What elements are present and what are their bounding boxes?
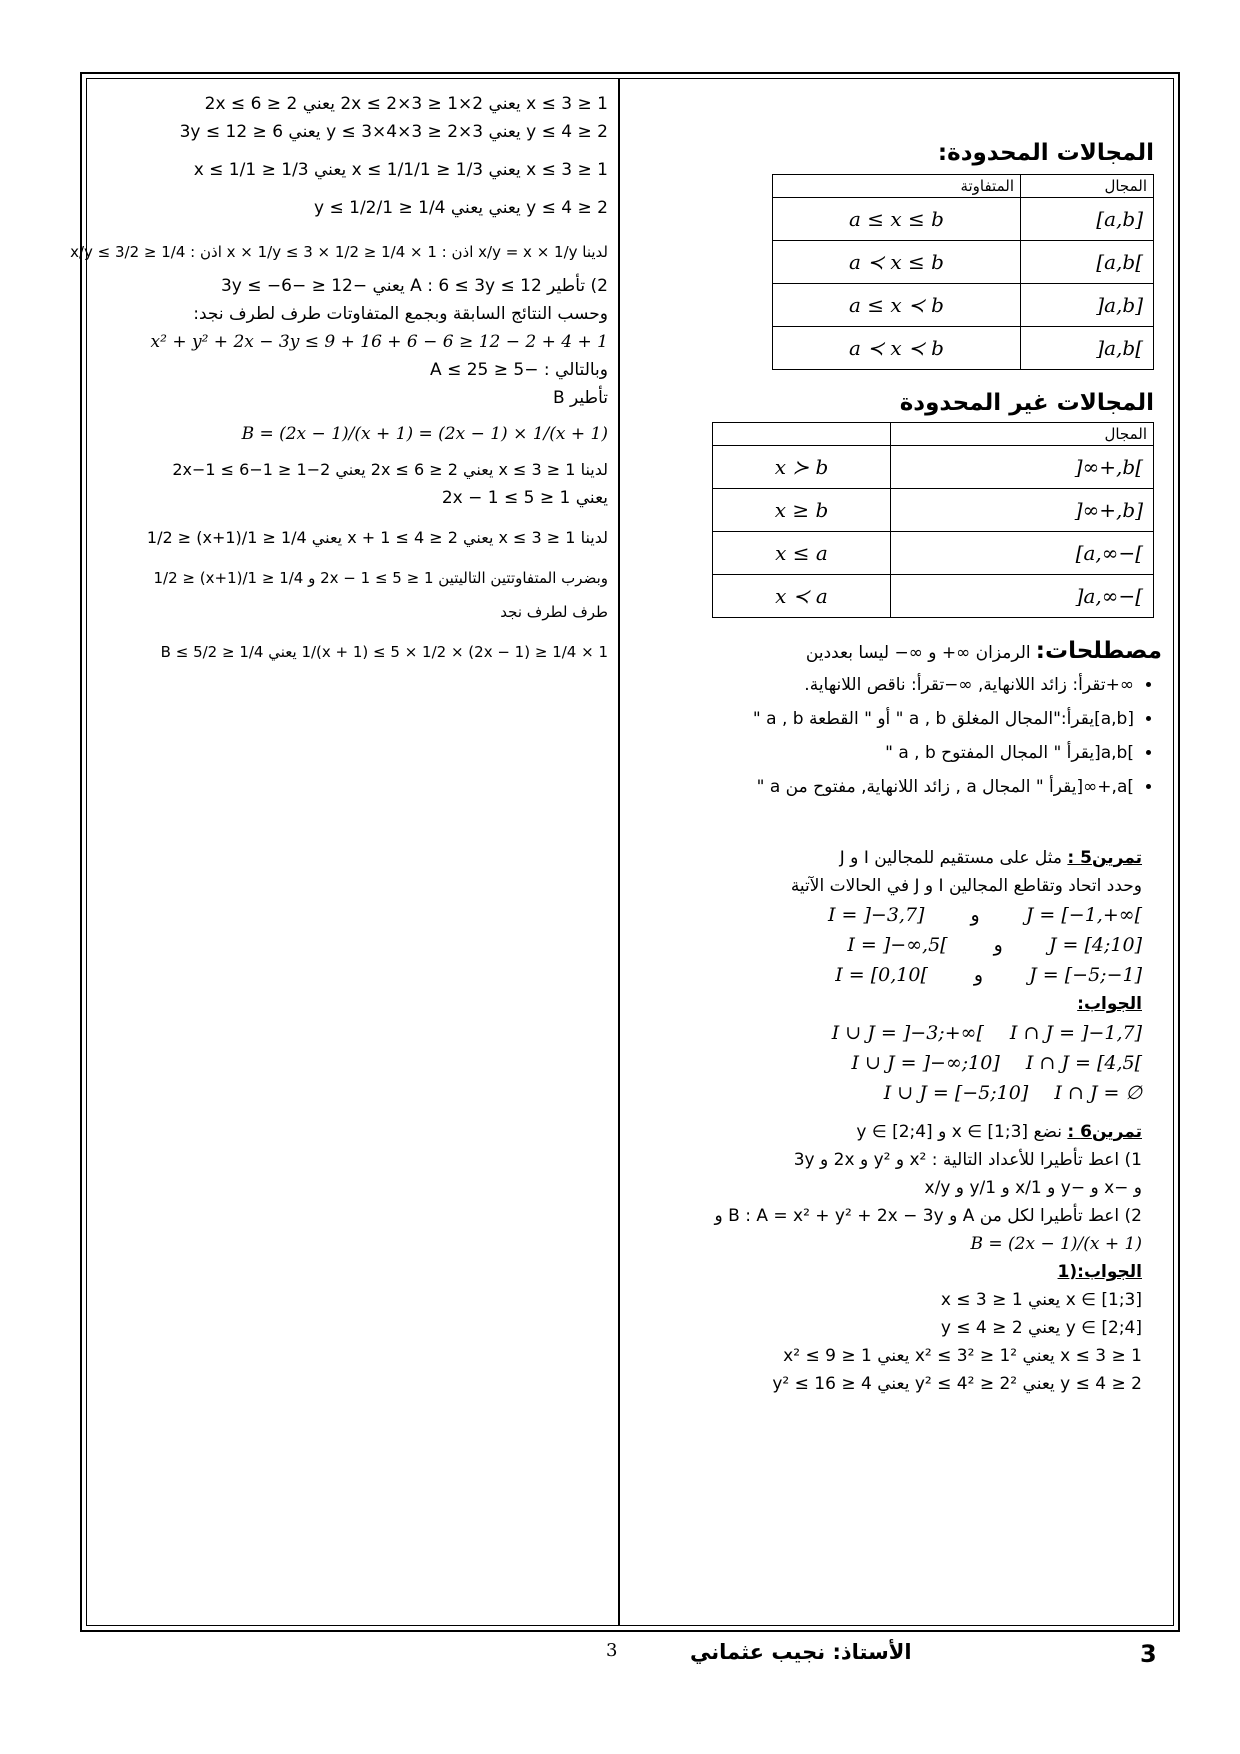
page-number: 3 <box>1140 1640 1157 1668</box>
unbounded-header-row <box>713 423 1154 446</box>
interval-cell: ]b,+∞[ <box>891 446 1154 489</box>
left-line-7: وحسب النتائج السابقة وبجمع المتفاوتات طرف لطرف نجد: <box>193 304 608 324</box>
left-line-8: 1 + 4 + 2 − 12 ≤ x² + y² + 2x − 3y ≤ 9 + 16 + 6 − 6 <box>150 332 608 352</box>
table-row <box>713 575 1154 618</box>
case-J: J = [4;10] <box>1048 934 1142 956</box>
table-row <box>773 198 1154 241</box>
table-row <box>773 327 1154 370</box>
ex5-answer-2 <box>640 1048 1142 1078</box>
ex5-case-1 <box>640 900 1142 930</box>
unbounded-header-interval: المجال <box>891 423 1154 446</box>
left-line-11: B = (2x − 1)/(x + 1) = (2x − 1) × 1/(x + 1) <box>241 424 608 444</box>
left-line-16: طرف لطرف نجد <box>500 603 608 621</box>
case-I: I = ]−∞,5[ <box>847 934 948 956</box>
answer-union: I ∪ J = ]−3;+∞[ <box>831 1022 984 1044</box>
bounded-header-row <box>773 175 1154 198</box>
ex5-label: تمرين5 : <box>1067 848 1142 868</box>
ex6-answer-2: y ∈ [2;4] يعني 2 ≤ y ≤ 4 <box>940 1318 1142 1338</box>
ex5-case-2 <box>640 930 1142 960</box>
left-line-4: 2 ≤ y ≤ 4 يعني يعني 1/4 ≤ 1/y ≤ 1/2 <box>314 198 608 218</box>
left-line-9: وبالتالي : −5 ≤ A ≤ 25 <box>430 360 608 380</box>
ex6-answer-4: 2 ≤ y ≤ 4 يعني 2² ≤ y² ≤ 4² يعني 4 ≤ y² ≤ 16 <box>772 1374 1142 1394</box>
table-row <box>773 241 1154 284</box>
ex5-answer-1 <box>640 1018 1142 1048</box>
interval-cell: ]a,b] <box>1021 241 1154 284</box>
left-line-14: لدينا 1 ≤ x ≤ 3 يعني 2 ≤ x + 1 ≤ 4 يعني 1/4 ≤ 1/(x+1) ≤ 1/2 <box>146 528 608 547</box>
table-row <box>713 446 1154 489</box>
ex5-answer-label: الجواب: <box>1077 994 1142 1014</box>
answer-union: I ∪ J = ]−∞;10] <box>851 1052 1000 1074</box>
terms-intro: الرمزان ∞+ و ∞− ليسا بعددين <box>805 643 1031 663</box>
interval-cell: ]−∞,a[ <box>891 575 1154 618</box>
interval-cell: ]−∞,a] <box>891 532 1154 575</box>
ex5-case-3 <box>640 960 1142 990</box>
case-I: I = ]−3,7] <box>828 904 925 926</box>
ex5-statement: مثل على مستقيم للمجالين I و J <box>839 848 1062 868</box>
bounded-header-ineq: المتفاوتة <box>773 175 1021 198</box>
ex6-q1b: و −x و −y و 1/x و 1/y و x/y <box>924 1178 1142 1198</box>
table-row <box>773 284 1154 327</box>
case-and: و <box>970 904 980 926</box>
interval-cell: [a,b] <box>1021 198 1154 241</box>
table-row <box>713 489 1154 532</box>
ex5-statement-line <box>640 844 1142 872</box>
left-line-10: تأطير B <box>552 388 608 408</box>
left-line-15: وبضرب المتفاوتتين التاليتين 1 ≤ 2x − 1 ≤ 5 و 1/4 ≤ 1/(x+1) ≤ 1/2 <box>153 569 608 587</box>
case-J: J = [−5;−1] <box>1029 964 1142 986</box>
right-column <box>640 140 1162 1398</box>
ineq-cell: x ≺ a <box>713 575 891 618</box>
ex6-answer-label: الجواب:(1 <box>1057 1262 1142 1282</box>
ex6-answer-3: 1 ≤ x ≤ 3 يعني 1² ≤ x² ≤ 3² يعني 1 ≤ x² ≤ 9 <box>783 1346 1142 1366</box>
bounded-title: المجالات المحدودة: <box>937 140 1154 166</box>
exercise-5 <box>640 844 1162 1108</box>
left-line-13: يعني 1 ≤ 2x − 1 ≤ 5 <box>441 488 608 508</box>
list-item: • ]a,b[يقرأ " المجال المفتوح a , b " <box>640 736 1134 770</box>
left-line-6: 2) تأطير A : 6 ≤ 3y ≤ 12 يعني −12 ≤ −3y ≤ −6 <box>220 276 608 296</box>
ineq-cell: x ≥ b <box>713 489 891 532</box>
left-line-17: 1 × 1/4 ≤ (2x − 1) × 1/(x + 1) ≤ 5 × 1/2 يعني 1/4 ≤ B ≤ 5/2 <box>160 643 608 661</box>
left-line-1: 1 ≤ x ≤ 3 يعني 2×1 ≤ 2x ≤ 2×3 يعني 2 ≤ 2x ≤ 6 <box>204 94 608 114</box>
case-and: و <box>993 934 1003 956</box>
terms-list <box>640 668 1162 804</box>
ex6-answer-1: x ∈ [1;3] يعني 1 ≤ x ≤ 3 <box>940 1290 1142 1310</box>
unbounded-title: المجالات غير المحدودة <box>899 390 1154 416</box>
terms-title: مصطلحات: <box>1035 638 1162 664</box>
ex6-q2b: B = (2x − 1)/(x + 1) <box>970 1234 1142 1254</box>
answer-inter: I ∩ J = [4,5[ <box>1025 1052 1142 1074</box>
ex6-given: نضع x ∈ [1;3] و y ∈ [2;4] <box>856 1122 1062 1142</box>
ex6-q1: 1) اعط تأطيرا للأعداد التالية : x² و y² و 2x و 3y <box>793 1150 1142 1170</box>
list-item: • [a,b]يقرأ:"المجال المغلق a , b " أو " القطعة a , b " <box>640 702 1134 736</box>
unbounded-header-ineq <box>713 423 891 446</box>
author: الأستاذ: نجيب عثماني <box>690 1640 912 1664</box>
footer-page-number: 3 <box>606 1640 618 1661</box>
left-line-12: لدينا 1 ≤ x ≤ 3 يعني 2 ≤ 2x ≤ 6 يعني 2−1 ≤ 2x−1 ≤ 6−1 <box>172 460 608 479</box>
exercise-6 <box>640 1118 1162 1398</box>
interval-cell: ]a,b[ <box>1021 327 1154 370</box>
ex6-label: تمرين6 : <box>1067 1122 1142 1142</box>
terms-block <box>640 638 1162 664</box>
ineq-cell: a ≺ x ≤ b <box>773 241 1021 284</box>
table-row <box>713 532 1154 575</box>
interval-cell: [b,+∞[ <box>891 489 1154 532</box>
list-item: • ]a,+∞[يقرأ " المجال a , زائد اللانهاية, مفتوح من a " <box>640 770 1134 804</box>
answer-union: I ∪ J = [−5;10] <box>883 1082 1029 1104</box>
ineq-cell: x ≻ b <box>713 446 891 489</box>
list-item: • ∞+تقرأ: زائد اللانهاية, ∞−تقرأ: ناقص اللانهاية. <box>640 668 1134 702</box>
answer-inter: I ∩ J = ∅ <box>1054 1082 1142 1104</box>
bounded-table <box>772 174 1154 370</box>
left-line-3: 1 ≤ x ≤ 3 يعني 1/3 ≤ 1/x ≤ 1/1 يعني 1/3 ≤ 1/x ≤ 1 <box>193 160 608 180</box>
unbounded-table <box>712 422 1154 618</box>
case-I: I = [0,10[ <box>835 964 928 986</box>
ineq-cell: x ≤ a <box>713 532 891 575</box>
case-and: و <box>973 964 984 986</box>
ex6-q2: 2) اعط تأطيرا لكل من A و B : A = x² + y² + 2x − 3y و <box>714 1206 1142 1226</box>
interval-cell: [a,b[ <box>1021 284 1154 327</box>
case-J: J = [−1,+∞[ <box>1025 904 1142 926</box>
column-divider <box>618 78 620 1626</box>
left-line-5: لدينا x/y = x × 1/y اذن : 1 × 1/4 ≤ x × 1/y ≤ 3 × 1/2 اذن : 1/4 ≤ x/y ≤ 3/2 <box>70 243 608 261</box>
ex5-answer-3 <box>640 1078 1142 1108</box>
ex5-statement2: وحدد اتحاد وتقاطع المجالين I و J في الحالات الآتية <box>790 876 1142 896</box>
left-column <box>70 90 608 666</box>
ex6-given-line <box>640 1118 1142 1146</box>
left-line-2: 2 ≤ y ≤ 4 يعني 3×2 ≤ 3×y ≤ 3×4 يعني 6 ≤ 3y ≤ 12 <box>179 122 608 142</box>
ineq-cell: a ≤ x ≺ b <box>773 284 1021 327</box>
bounded-header-interval: المجال <box>1021 175 1154 198</box>
ineq-cell: a ≺ x ≺ b <box>773 327 1021 370</box>
answer-inter: I ∩ J = ]−1,7] <box>1009 1022 1142 1044</box>
ineq-cell: a ≤ x ≤ b <box>773 198 1021 241</box>
